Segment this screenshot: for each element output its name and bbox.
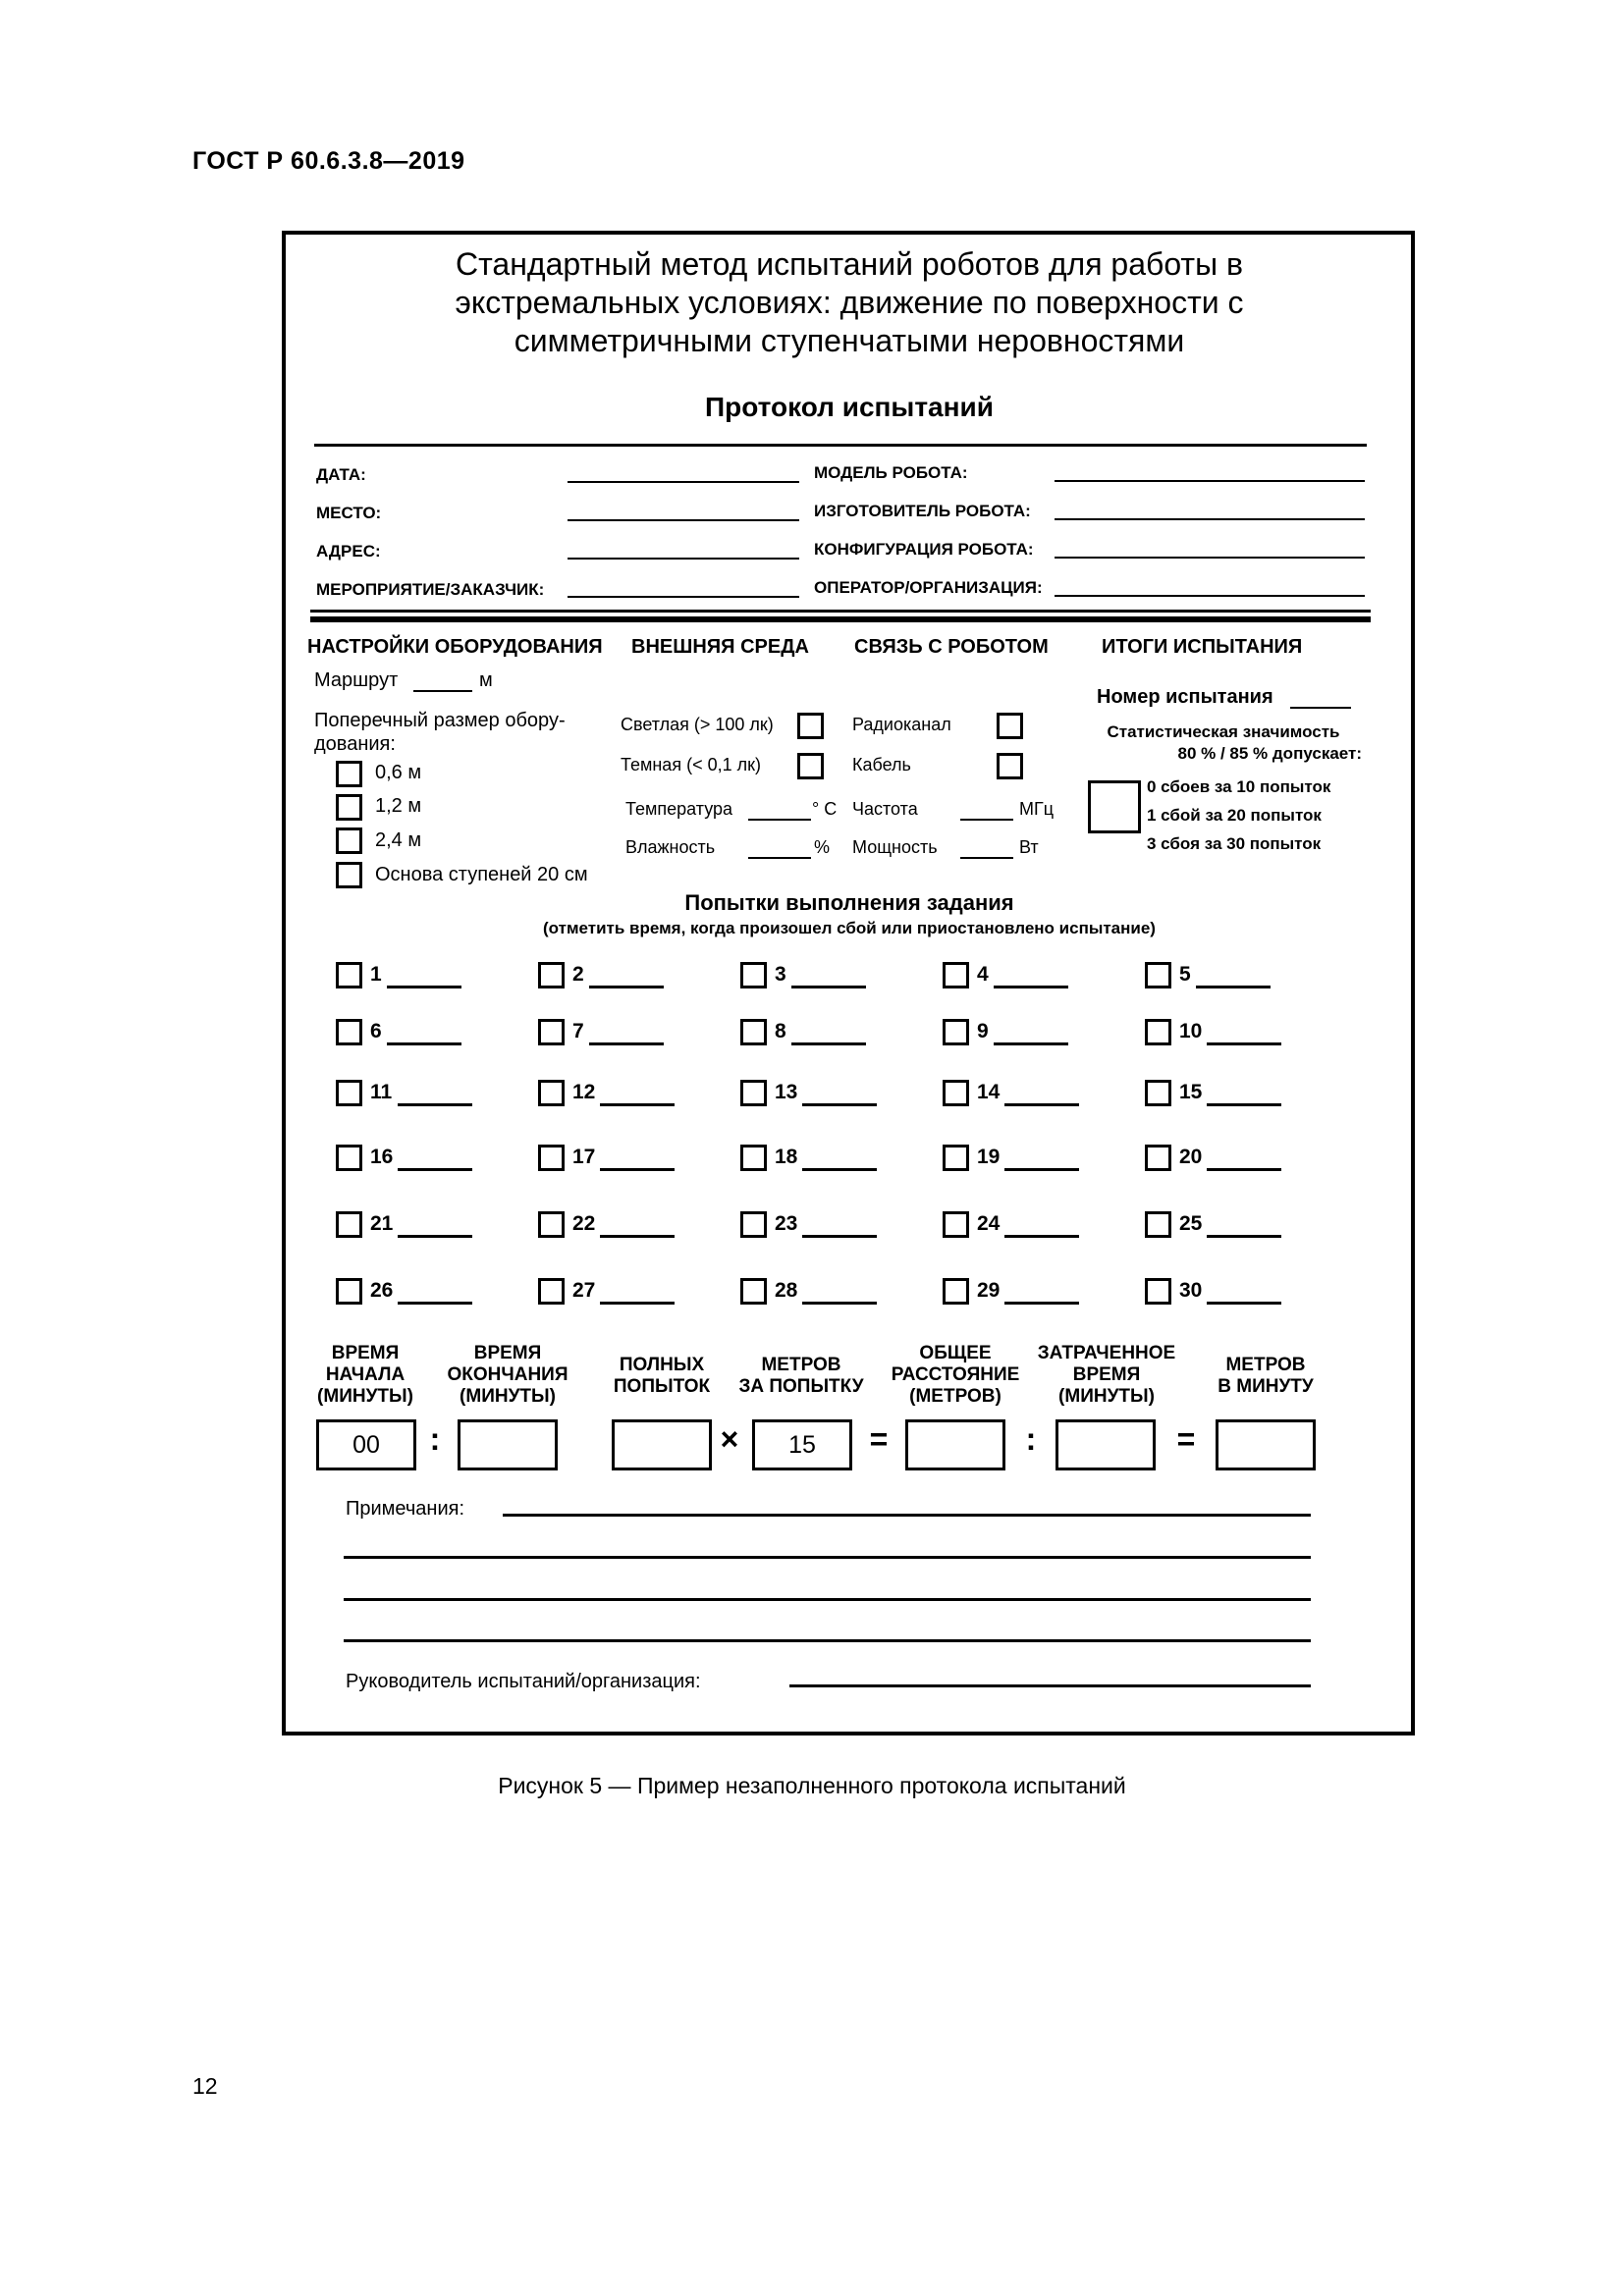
attempt-checkbox[interactable]	[336, 1211, 362, 1238]
notes-line-1[interactable]	[503, 1514, 1311, 1517]
event-field[interactable]	[568, 596, 799, 598]
frequency-unit: МГц	[1019, 799, 1055, 819]
attempt-number: 25	[1179, 1212, 1203, 1235]
attempt-number: 2	[572, 963, 584, 986]
date-field[interactable]	[568, 481, 799, 483]
attempt-number: 27	[572, 1279, 596, 1302]
option-2-4-label: 2,4 м	[375, 829, 422, 851]
criteria-1: 1 сбой за 20 попыток	[1147, 806, 1322, 825]
multiply-operator: ×	[720, 1421, 739, 1457]
attempt-checkbox[interactable]	[943, 1019, 969, 1045]
meters-per-minute-header: МЕТРОВ В МИНУТУ	[1218, 1355, 1314, 1397]
option-0-6-label: 0,6 м	[375, 762, 422, 783]
attempt-number: 4	[977, 963, 989, 986]
attempt-time-field[interactable]	[1004, 1235, 1079, 1238]
frequency-field[interactable]	[960, 819, 1013, 821]
attempt-checkbox[interactable]	[336, 1080, 362, 1106]
supervisor-label: Руководитель испытаний/организация:	[346, 1671, 701, 1692]
attempt-checkbox[interactable]	[1145, 1278, 1171, 1305]
significance-label-2: 80 % / 85 % допускает:	[1177, 744, 1362, 763]
humidity-field[interactable]	[748, 857, 811, 859]
page-number: 12	[192, 2073, 218, 2099]
figure-caption: Рисунок 5 — Пример незаполненного протокола испытаний	[498, 1773, 1126, 1798]
cross-size-label: Поперечный размер обору-	[314, 710, 566, 731]
humidity-label: Влажность	[625, 837, 716, 857]
attempt-time-field[interactable]	[1004, 1103, 1079, 1106]
attempt-time-field[interactable]	[600, 1302, 675, 1305]
notes-line-3[interactable]	[344, 1598, 1311, 1601]
attempt-time-field[interactable]	[1207, 1302, 1281, 1305]
attempt-time-field[interactable]	[802, 1235, 877, 1238]
attempt-checkbox[interactable]	[538, 1080, 565, 1106]
cross-size-label-2: дования:	[314, 733, 396, 755]
attempts-title: Попытки выполнения задания	[684, 890, 1014, 915]
attempt-checkbox[interactable]	[336, 1145, 362, 1171]
attempt-time-field[interactable]	[398, 1302, 472, 1305]
attempt-checkbox[interactable]	[740, 1019, 767, 1045]
attempt-checkbox[interactable]	[538, 1019, 565, 1045]
attempt-time-field[interactable]	[398, 1103, 472, 1106]
full-attempts-box[interactable]	[612, 1419, 712, 1470]
attempt-time-field[interactable]	[600, 1235, 675, 1238]
attempt-checkbox[interactable]	[740, 1145, 767, 1171]
attempt-number: 15	[1179, 1081, 1203, 1103]
robot-model-label: МОДЕЛЬ РОБОТА:	[814, 463, 968, 482]
end-time-box[interactable]	[458, 1419, 558, 1470]
power-label: Мощность	[852, 837, 938, 857]
attempt-time-field[interactable]	[791, 1042, 866, 1045]
attempt-number: 9	[977, 1020, 989, 1042]
criteria-0: 0 сбоев за 10 попыток	[1147, 777, 1331, 796]
attempt-checkbox[interactable]	[336, 1278, 362, 1305]
attempt-number: 28	[775, 1279, 798, 1302]
section-comms: СВЯЗЬ С РОБОТОМ	[854, 636, 1049, 658]
attempt-time-field[interactable]	[802, 1302, 877, 1305]
address-field[interactable]	[568, 558, 799, 560]
attempt-number: 7	[572, 1020, 584, 1042]
robot-config-field[interactable]	[1055, 557, 1365, 559]
attempt-number: 10	[1179, 1020, 1203, 1042]
attempt-time-field[interactable]	[600, 1103, 675, 1106]
place-field[interactable]	[568, 519, 799, 521]
frequency-label: Частота	[852, 799, 918, 819]
robot-maker-label: ИЗГОТОВИТЕЛЬ РОБОТА:	[814, 502, 1031, 520]
attempt-number: 5	[1179, 963, 1191, 986]
attempt-time-field[interactable]	[589, 1042, 664, 1045]
attempt-time-field[interactable]	[398, 1168, 472, 1171]
operator-field[interactable]	[1055, 595, 1365, 597]
attempt-time-field[interactable]	[994, 986, 1068, 988]
form-subtitle: Протокол испытаний	[705, 392, 994, 422]
attempt-checkbox[interactable]	[538, 1145, 565, 1171]
attempt-checkbox[interactable]	[943, 1080, 969, 1106]
attempt-number: 1	[370, 963, 382, 986]
attempt-time-field[interactable]	[600, 1168, 675, 1171]
route-field[interactable]	[413, 690, 472, 692]
option-step-base-label: Основа ступеней 20 см	[375, 864, 588, 885]
option-1-2-checkbox[interactable]	[336, 794, 362, 821]
radio-label: Радиоканал	[852, 715, 951, 734]
attempt-time-field[interactable]	[791, 986, 866, 988]
attempt-number: 6	[370, 1020, 382, 1042]
attempt-number: 18	[775, 1146, 798, 1168]
address-label: АДРЕС:	[316, 542, 381, 561]
attempt-time-field[interactable]	[398, 1235, 472, 1238]
criteria-2: 3 сбоя за 30 попыток	[1147, 834, 1322, 853]
light-checkbox[interactable]	[797, 713, 824, 739]
full-attempts-header: ПОЛНЫХ ПОПЫТОК	[613, 1355, 711, 1397]
attempt-checkbox[interactable]	[336, 962, 362, 988]
attempt-time-field[interactable]	[589, 986, 664, 988]
place-label: МЕСТО:	[316, 504, 382, 522]
attempt-time-field[interactable]	[1004, 1168, 1079, 1171]
attempt-checkbox[interactable]	[1145, 1019, 1171, 1045]
attempt-time-field[interactable]	[1004, 1302, 1079, 1305]
attempt-time-field[interactable]	[1196, 986, 1271, 988]
humidity-unit: %	[814, 837, 831, 857]
date-label: ДАТА:	[316, 465, 366, 484]
attempt-number: 19	[977, 1146, 1001, 1168]
divide-operator: :	[429, 1421, 441, 1457]
significance-label: Статистическая значимость	[1107, 722, 1340, 741]
trial-number-field[interactable]	[1290, 707, 1351, 709]
notes-line-2[interactable]	[344, 1556, 1311, 1559]
dark-checkbox[interactable]	[797, 753, 824, 779]
option-step-base-checkbox[interactable]	[336, 862, 362, 888]
attempt-time-field[interactable]	[1207, 1103, 1281, 1106]
meters-per-minute-box[interactable]	[1216, 1419, 1316, 1470]
form-title-line-3: симметричными ступенчатыми неровностями	[514, 323, 1185, 358]
attempt-checkbox[interactable]	[740, 962, 767, 988]
dark-label: Темная (< 0,1 лк)	[621, 755, 761, 774]
attempt-number: 13	[775, 1081, 798, 1103]
attempts-note: (отметить время, когда произошел сбой или приостановлено испытание)	[543, 919, 1156, 937]
attempt-number: 22	[572, 1212, 596, 1235]
attempt-number: 29	[977, 1279, 1001, 1302]
robot-model-field[interactable]	[1055, 480, 1365, 482]
divider	[310, 610, 1371, 613]
meters-per-attempt-box[interactable]: 15	[752, 1419, 852, 1470]
form-title-line-1: Стандартный метод испытаний роботов для работы в	[456, 246, 1243, 282]
attempt-checkbox[interactable]	[740, 1278, 767, 1305]
attempt-number: 3	[775, 963, 786, 986]
attempt-checkbox[interactable]	[1145, 1145, 1171, 1171]
attempt-checkbox[interactable]	[740, 1080, 767, 1106]
attempt-number: 11	[370, 1081, 393, 1103]
divide-operator-2: :	[1025, 1421, 1037, 1457]
attempt-checkbox[interactable]	[943, 1145, 969, 1171]
route-unit: м	[479, 669, 493, 691]
total-distance-box[interactable]	[905, 1419, 1005, 1470]
attempt-time-field[interactable]	[1207, 1235, 1281, 1238]
total-distance-header: ОБЩЕЕ РАССТОЯНИЕ (МЕТРОВ)	[891, 1343, 1020, 1407]
attempt-number: 20	[1179, 1146, 1203, 1168]
radio-checkbox[interactable]	[997, 713, 1023, 739]
robot-maker-field[interactable]	[1055, 518, 1365, 520]
cable-checkbox[interactable]	[997, 753, 1023, 779]
attempt-checkbox[interactable]	[740, 1211, 767, 1238]
temperature-field[interactable]	[748, 819, 811, 821]
light-label: Светлая (> 100 лк)	[621, 715, 774, 734]
option-0-6-checkbox[interactable]	[336, 761, 362, 787]
end-time-header: ВРЕМЯ ОКОНЧАНИЯ (МИНУТЫ)	[447, 1343, 568, 1407]
divider	[314, 444, 1367, 447]
attempt-checkbox[interactable]	[943, 962, 969, 988]
attempt-number: 14	[977, 1081, 1001, 1103]
attempt-checkbox[interactable]	[943, 1278, 969, 1305]
operator-label: ОПЕРАТОР/ОРГАНИЗАЦИЯ:	[814, 578, 1043, 597]
attempt-number: 21	[370, 1212, 394, 1235]
attempt-time-field[interactable]	[387, 986, 461, 988]
attempt-checkbox[interactable]	[1145, 1080, 1171, 1106]
document-header: ГОСТ Р 60.6.3.8—2019	[192, 147, 465, 175]
temperature-label: Температура	[625, 799, 733, 819]
attempt-time-field[interactable]	[387, 1042, 461, 1045]
attempt-checkbox[interactable]	[538, 1211, 565, 1238]
option-1-2-label: 1,2 м	[375, 795, 422, 817]
route-label: Маршрут	[314, 669, 399, 691]
attempt-number: 24	[977, 1212, 1001, 1235]
elapsed-time-header: ЗАТРАЧЕННОЕ ВРЕМЯ (МИНУТЫ)	[1037, 1343, 1176, 1407]
attempt-time-field[interactable]	[994, 1042, 1068, 1045]
start-time-header: ВРЕМЯ НАЧАЛА (МИНУТЫ)	[317, 1343, 413, 1407]
trial-number-label: Номер испытания	[1097, 686, 1273, 708]
attempt-time-field[interactable]	[802, 1103, 877, 1106]
notes-line-4[interactable]	[344, 1639, 1311, 1642]
attempt-checkbox[interactable]	[1145, 1211, 1171, 1238]
attempt-number: 30	[1179, 1279, 1203, 1302]
attempt-time-field[interactable]	[1207, 1042, 1281, 1045]
temperature-unit: ° С	[812, 799, 838, 819]
option-2-4-checkbox[interactable]	[336, 828, 362, 854]
meters-per-attempt-header: МЕТРОВ ЗА ПОПЫТКУ	[738, 1355, 864, 1397]
section-environment: ВНЕШНЯЯ СРЕДА	[631, 636, 809, 658]
divider	[310, 616, 1371, 622]
attempt-number: 16	[370, 1146, 394, 1168]
attempt-number: 26	[370, 1279, 394, 1302]
equals-operator: =	[869, 1421, 889, 1457]
attempt-number: 17	[572, 1146, 596, 1168]
cable-label: Кабель	[852, 755, 911, 774]
power-field[interactable]	[960, 857, 1013, 859]
attempt-checkbox[interactable]	[943, 1211, 969, 1238]
power-unit: Вт	[1019, 837, 1039, 857]
attempt-time-field[interactable]	[802, 1168, 877, 1171]
attempt-number: 23	[775, 1212, 798, 1235]
attempt-checkbox[interactable]	[538, 1278, 565, 1305]
start-time-box[interactable]: 00	[316, 1419, 416, 1470]
attempt-number: 8	[775, 1020, 786, 1042]
event-label: МЕРОПРИЯТИЕ/ЗАКАЗЧИК:	[316, 580, 545, 599]
attempt-number: 12	[572, 1081, 596, 1103]
section-equipment: НАСТРОЙКИ ОБОРУДОВАНИЯ	[307, 636, 603, 658]
section-results: ИТОГИ ИСПЫТАНИЯ	[1102, 636, 1303, 658]
elapsed-time-box[interactable]	[1056, 1419, 1156, 1470]
attempt-time-field[interactable]	[1207, 1168, 1281, 1171]
supervisor-field[interactable]	[789, 1684, 1311, 1687]
attempt-checkbox[interactable]	[1145, 962, 1171, 988]
equals-operator-2: =	[1176, 1421, 1196, 1457]
robot-config-label: КОНФИГУРАЦИЯ РОБОТА:	[814, 540, 1034, 559]
attempt-checkbox[interactable]	[336, 1019, 362, 1045]
attempt-checkbox[interactable]	[538, 962, 565, 988]
notes-label: Примечания:	[346, 1498, 465, 1520]
criteria-checkbox[interactable]	[1088, 780, 1141, 833]
form-title-line-2: экстремальных условиях: движение по поверхности с	[455, 285, 1244, 320]
